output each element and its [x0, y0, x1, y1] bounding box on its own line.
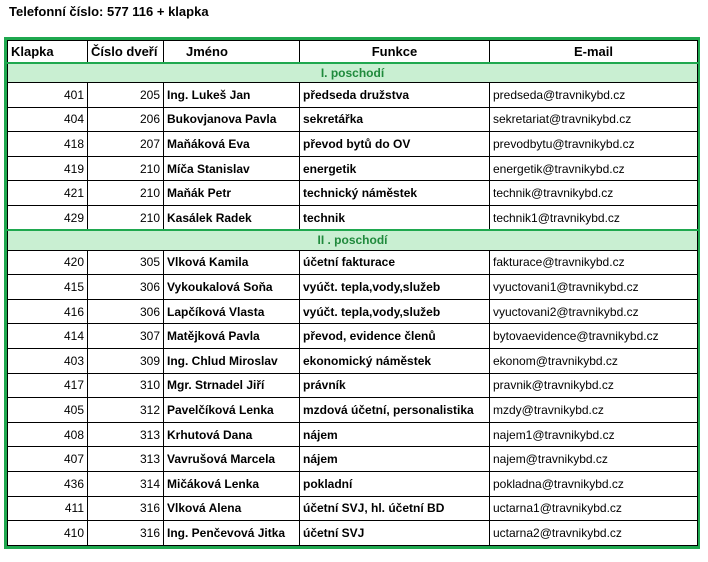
function-cell: právník: [300, 373, 490, 398]
function-cell: nájem: [300, 447, 490, 472]
email-cell[interactable]: pravnik@travnikybd.cz: [490, 373, 698, 398]
email-cell[interactable]: sekretariat@travnikybd.cz: [490, 107, 698, 132]
door-number-cell: 309: [88, 348, 164, 373]
table-row: [8, 205, 698, 230]
function-cell: mzdová účetní, personalistika: [300, 398, 490, 423]
extension-cell: 414: [8, 324, 88, 349]
table-row: [8, 373, 698, 398]
name-cell: Krhutová Dana: [164, 422, 300, 447]
table-row: [8, 275, 698, 300]
door-number-cell: 312: [88, 398, 164, 423]
door-number-cell: 206: [88, 107, 164, 132]
name-cell: Matějková Pavla: [164, 324, 300, 349]
door-number-cell: 210: [88, 181, 164, 206]
phone-number-heading: Telefonní číslo: 577 116 + klapka: [9, 4, 209, 19]
table-row: [8, 422, 698, 447]
name-cell: Vlková Alena: [164, 496, 300, 521]
function-cell: pokladní: [300, 471, 490, 496]
door-number-cell: 305: [88, 250, 164, 275]
email-cell[interactable]: najem@travnikybd.cz: [490, 447, 698, 472]
function-cell: vyúčt. tepla,vody,služeb: [300, 299, 490, 324]
phone-directory-table: [4, 37, 700, 549]
extension-cell: 407: [8, 447, 88, 472]
column-header-klapka: Klapka: [8, 41, 88, 63]
floor-label: II . poschodí: [8, 230, 698, 250]
name-cell: Vavrušová Marcela: [164, 447, 300, 472]
function-cell: nájem: [300, 422, 490, 447]
function-cell: sekretářka: [300, 107, 490, 132]
door-number-cell: 210: [88, 156, 164, 181]
extension-cell: 403: [8, 348, 88, 373]
header-row: [8, 41, 698, 63]
name-cell: Kasálek Radek: [164, 205, 300, 230]
function-cell: účetní SVJ: [300, 521, 490, 546]
function-cell: předseda družstva: [300, 83, 490, 108]
name-cell: Maňák Petr: [164, 181, 300, 206]
floor-section-row: [8, 63, 698, 83]
table-row: [8, 156, 698, 181]
extension-cell: 401: [8, 83, 88, 108]
email-cell[interactable]: uctarna1@travnikybd.cz: [490, 496, 698, 521]
email-cell[interactable]: technik1@travnikybd.cz: [490, 205, 698, 230]
function-cell: energetik: [300, 156, 490, 181]
column-header-email: E-mail: [490, 41, 698, 63]
name-cell: Vykoukalová Soňa: [164, 275, 300, 300]
extension-cell: 421: [8, 181, 88, 206]
email-cell[interactable]: prevodbytu@travnikybd.cz: [490, 132, 698, 157]
door-number-cell: 307: [88, 324, 164, 349]
table-row: [8, 83, 698, 108]
email-cell[interactable]: technik@travnikybd.cz: [490, 181, 698, 206]
table-row: [8, 447, 698, 472]
extension-cell: 436: [8, 471, 88, 496]
door-number-cell: 313: [88, 422, 164, 447]
extension-cell: 420: [8, 250, 88, 275]
table-row: [8, 348, 698, 373]
table-row: [8, 471, 698, 496]
function-cell: ekonomický náměstek: [300, 348, 490, 373]
email-cell[interactable]: uctarna2@travnikybd.cz: [490, 521, 698, 546]
name-cell: Ing. Chlud Miroslav: [164, 348, 300, 373]
extension-cell: 429: [8, 205, 88, 230]
function-cell: převod, evidence členů: [300, 324, 490, 349]
function-cell: technický náměstek: [300, 181, 490, 206]
door-number-cell: 306: [88, 299, 164, 324]
name-cell: Ing. Lukeš Jan: [164, 83, 300, 108]
extension-cell: 408: [8, 422, 88, 447]
email-cell[interactable]: energetik@travnikybd.cz: [490, 156, 698, 181]
table-row: [8, 324, 698, 349]
email-cell[interactable]: predseda@travnikybd.cz: [490, 83, 698, 108]
door-number-cell: 205: [88, 83, 164, 108]
door-number-cell: 313: [88, 447, 164, 472]
door-number-cell: 314: [88, 471, 164, 496]
door-number-cell: 316: [88, 496, 164, 521]
door-number-cell: 310: [88, 373, 164, 398]
door-number-cell: 207: [88, 132, 164, 157]
name-cell: Lapčíková Vlasta: [164, 299, 300, 324]
extension-cell: 405: [8, 398, 88, 423]
name-cell: Míča Stanislav: [164, 156, 300, 181]
extension-cell: 415: [8, 275, 88, 300]
extension-cell: 418: [8, 132, 88, 157]
email-cell[interactable]: bytovaevidence@travnikybd.cz: [490, 324, 698, 349]
column-header-function: Funkce: [300, 41, 490, 63]
name-cell: Pavelčíková Lenka: [164, 398, 300, 423]
function-cell: vyúčt. tepla,vody,služeb: [300, 275, 490, 300]
function-cell: účetní fakturace: [300, 250, 490, 275]
extension-cell: 411: [8, 496, 88, 521]
column-header-name: Jméno: [164, 41, 300, 63]
name-cell: Ing. Penčevová Jitka: [164, 521, 300, 546]
email-cell[interactable]: pokladna@travnikybd.cz: [490, 471, 698, 496]
table-row: [8, 398, 698, 423]
name-cell: Mgr. Strnadel Jiří: [164, 373, 300, 398]
table-row: [8, 299, 698, 324]
door-number-cell: 210: [88, 205, 164, 230]
email-cell[interactable]: mzdy@travnikybd.cz: [490, 398, 698, 423]
email-cell[interactable]: ekonom@travnikybd.cz: [490, 348, 698, 373]
table-row: [8, 250, 698, 275]
name-cell: Mičáková Lenka: [164, 471, 300, 496]
table-row: [8, 521, 698, 546]
name-cell: Bukovjanova Pavla: [164, 107, 300, 132]
door-number-cell: 316: [88, 521, 164, 546]
extension-cell: 416: [8, 299, 88, 324]
table-row: [8, 107, 698, 132]
function-cell: převod bytů do OV: [300, 132, 490, 157]
function-cell: účetní SVJ, hl. účetní BD: [300, 496, 490, 521]
table-row: [8, 132, 698, 157]
function-cell: technik: [300, 205, 490, 230]
email-cell[interactable]: vyuctovani1@travnikybd.cz: [490, 275, 698, 300]
email-cell[interactable]: najem1@travnikybd.cz: [490, 422, 698, 447]
name-cell: Vlková Kamila: [164, 250, 300, 275]
column-header-door: Číslo dveří: [88, 41, 164, 63]
extension-cell: 410: [8, 521, 88, 546]
extension-cell: 419: [8, 156, 88, 181]
extension-cell: 417: [8, 373, 88, 398]
floor-label: I. poschodí: [8, 63, 698, 83]
email-cell[interactable]: fakturace@travnikybd.cz: [490, 250, 698, 275]
extension-cell: 404: [8, 107, 88, 132]
table-row: [8, 496, 698, 521]
email-cell[interactable]: vyuctovani2@travnikybd.cz: [490, 299, 698, 324]
table-row: [8, 181, 698, 206]
floor-section-row: [8, 230, 698, 250]
name-cell: Maňáková Eva: [164, 132, 300, 157]
door-number-cell: 306: [88, 275, 164, 300]
